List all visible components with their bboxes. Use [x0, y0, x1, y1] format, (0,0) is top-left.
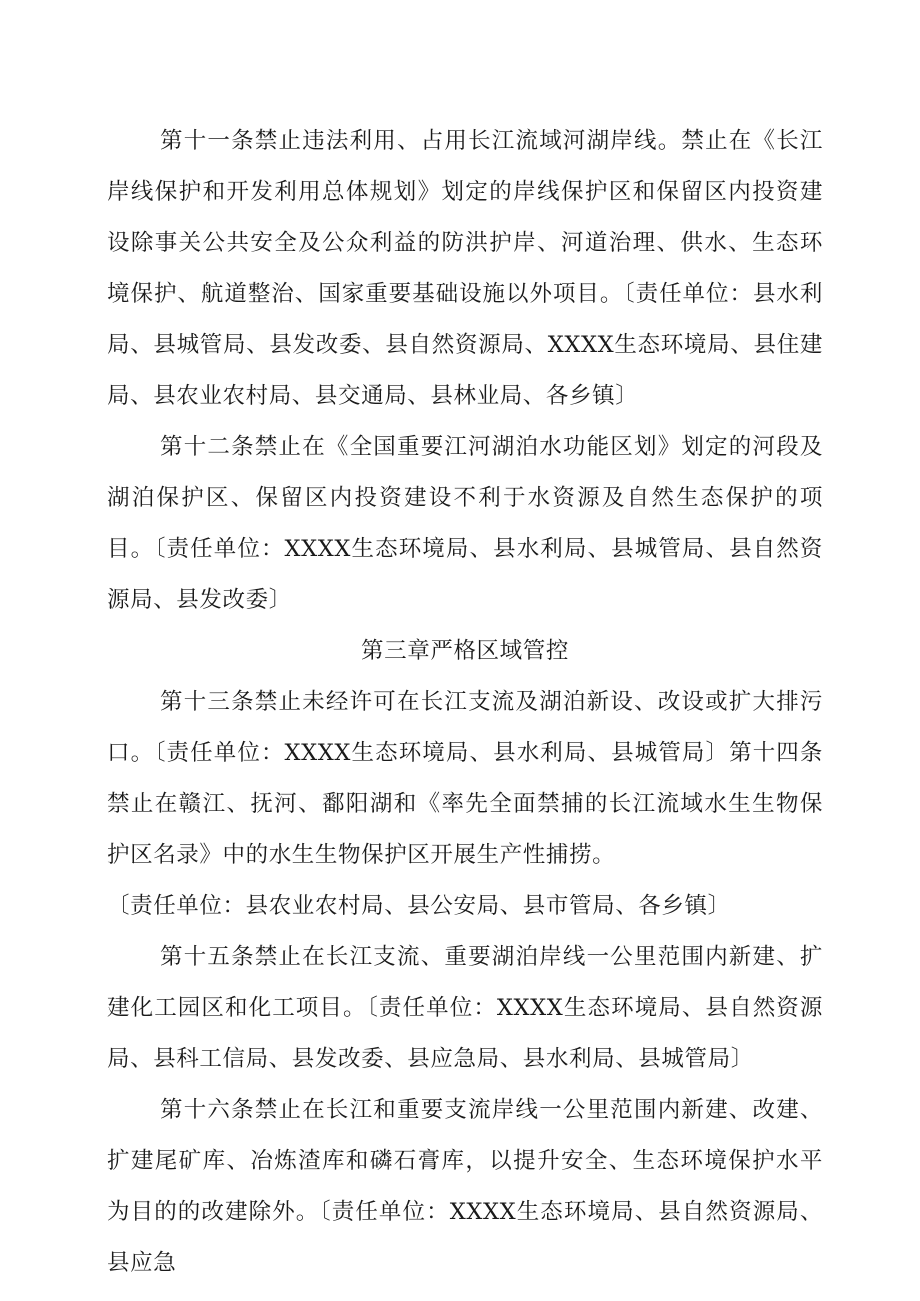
document-body	[107, 116, 823, 1289]
article-15-paragraph: 第十五条禁止在长江支流、重要湖泊岸线一公里范围内新建、扩建化工园区和化工项目。〔责任单位：XXXX生态环境局、县自然资源局、县科工信局、县发改委、县应急局、县水利局、县城管局〕	[107, 944, 823, 1072]
article-16-paragraph: 第十六条禁止在长江和重要支流岸线一公里范围内新建、改建、扩建尾矿库、冶炼渣库和磷石膏库，以提升安全、生态环境保护水平为目的的改建除外。〔责任单位：XXXX生态环境局、县自然资源局、县应急	[107, 1097, 823, 1276]
article-12-paragraph: 第十二条禁止在《全国重要江河湖泊水功能区划》划定的河段及湖泊保护区、保留区内投资建设不利于水资源及自然生态保护的项目。〔责任单位：XXXX生态环境局、县水利局、县城管局、县自然资源局、县发改委〕	[107, 434, 823, 613]
chapter-3-heading: 第三章严格区域管控	[361, 638, 569, 664]
article-14-responsibility-paragraph: 〔责任单位：县农业农村局、县公安局、县市管局、各乡镇〕	[107, 893, 731, 919]
article-11-paragraph: 第十一条禁止违法利用、占用长江流域河湖岸线。禁止在《长江岸线保护和开发利用总体规划》划定的岸线保护区和保留区内投资建设除事关公共安全及公众利益的防洪护岸、河道治理、供水、生态环境保护、航道整治、国家重要基础设施以外项目。〔责任单位：县水利局、县城管局、县发改委、县自然资源局、XXXX生态环境局、县住建局、县农业农村局、县交通局、县林业局、各乡镇〕	[107, 128, 823, 409]
article-13-14-paragraph: 第十三条禁止未经许可在长江支流及湖泊新设、改设或扩大排污口。〔责任单位：XXXX生态环境局、县水利局、县城管局〕第十四条禁止在赣江、抚河、鄱阳湖和《率先全面禁捕的长江流域水生生物保护区名录》中的水生生物保护区开展生产性捕捞。	[107, 689, 823, 868]
